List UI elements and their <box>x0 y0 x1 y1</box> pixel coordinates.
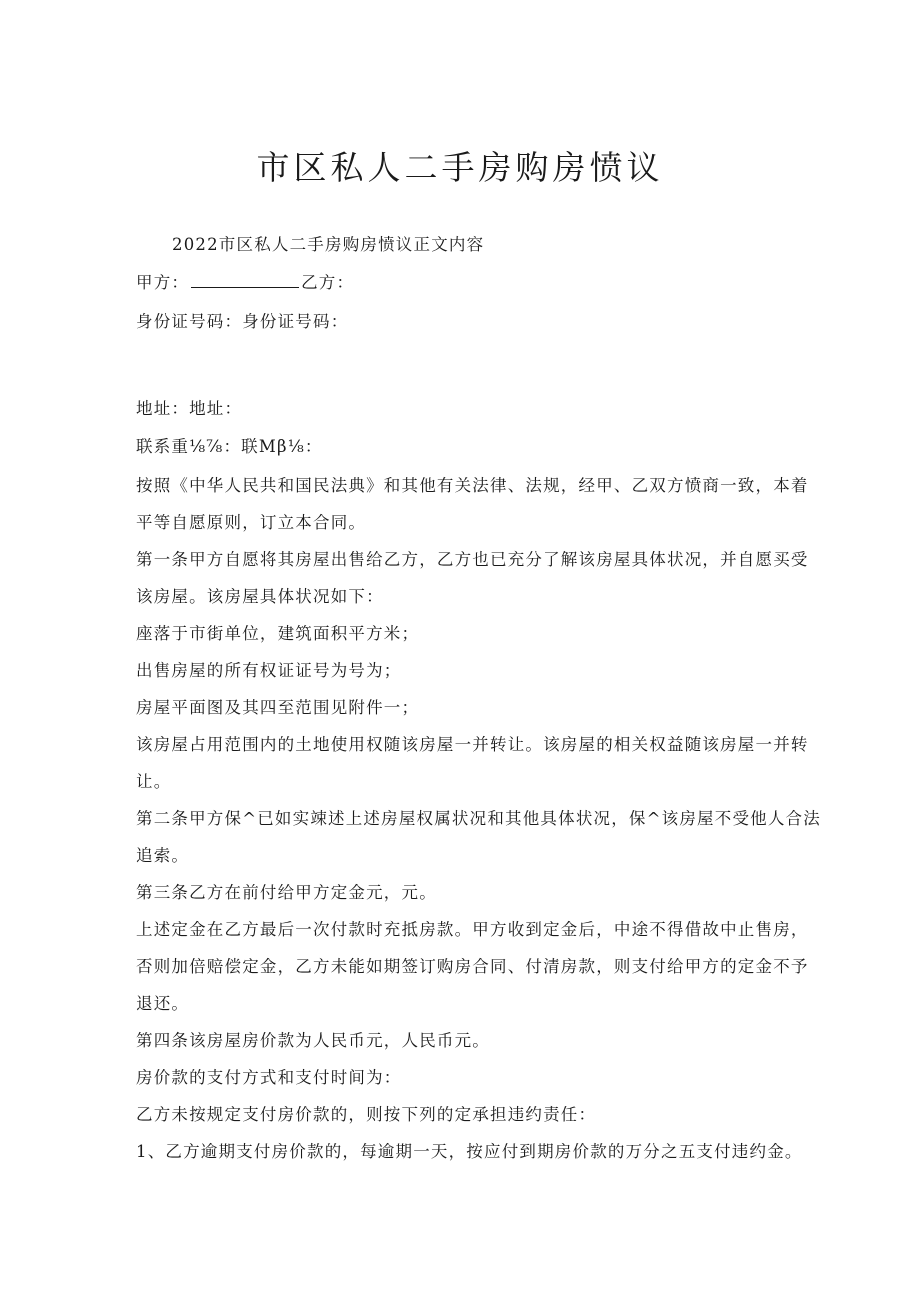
party-a-blank <box>191 273 299 288</box>
clause-1-line: 出售房屋的所有权证证号为号为； <box>136 661 402 680</box>
clause-4-line: 乙方未按规定支付房价款的，则按下列的定承担违约责任： <box>136 1105 597 1124</box>
clause-1-line: 座落于市街单位，建筑面积平方米； <box>136 624 420 643</box>
clause-2-line: 追索。 <box>136 846 190 865</box>
clause-1-line: 让。 <box>136 772 172 791</box>
document-title: 市区私人二手房购房愤议 <box>256 148 664 187</box>
body-paragraph-line: 平等自愿原则，订立本合同。 <box>136 513 367 532</box>
clause-1-line: 该房屋。该房屋具体状况如下： <box>136 587 384 606</box>
clause-3-line: 退还。 <box>136 994 190 1013</box>
document-subtitle: 2022市区私人二手房购房愤议正文内容 <box>172 235 485 254</box>
clause-3-line: 第三条乙方在前付给甲方定金元，元。 <box>136 883 437 902</box>
id-number-line: 身份证号码：身份证号码： <box>136 312 349 331</box>
clause-1-line: 房屋平面图及其四至范围见附件一； <box>136 698 420 717</box>
clause-4-line: 第四条该房屋房价款为人民币元，人民币元。 <box>136 1031 490 1050</box>
clause-1-line: 该房屋占用范围内的土地使用权随该房屋一并转让。该房屋的相关权益随该房屋一并转 <box>136 735 809 754</box>
contact-line: 联系重⅛⅞：联Mβ⅛： <box>136 437 323 456</box>
clause-4-line: 房价款的支付方式和支付时间为： <box>136 1068 402 1087</box>
body-paragraph-line: 按照《中华人民共和国民法典》和其他有关法律、法规，经甲、乙双方愤商一致，本着 <box>136 476 809 495</box>
party-b-label: 乙方： <box>301 273 355 292</box>
clause-3-line: 上述定金在乙方最后一次付款时充抵房款。甲方收到定金后，中途不得借故中止售房， <box>136 920 809 939</box>
clause-2-line: 第二条甲方保^已如实竦述上述房屋权属状况和其他具体状况，保^该房屋不受他人合法 <box>136 809 821 828</box>
clause-4-line: 1、乙方逾期支付房价款的，每逾期一天，按应付到期房价款的万分之五支付违约金。 <box>136 1142 803 1161</box>
party-a-label: 甲方： <box>136 273 190 292</box>
party-line <box>136 272 354 294</box>
clause-1-line: 第一条甲方自愿将其房屋出售给乙方，乙方也已充分了解该房屋具体状况，并自愿买受 <box>136 550 809 569</box>
clause-3-line: 否则加倍赔偿定金，乙方未能如期签订购房合同、付清房款，则支付给甲方的定金不予 <box>136 957 809 976</box>
address-line: 地址：地址： <box>136 399 243 418</box>
